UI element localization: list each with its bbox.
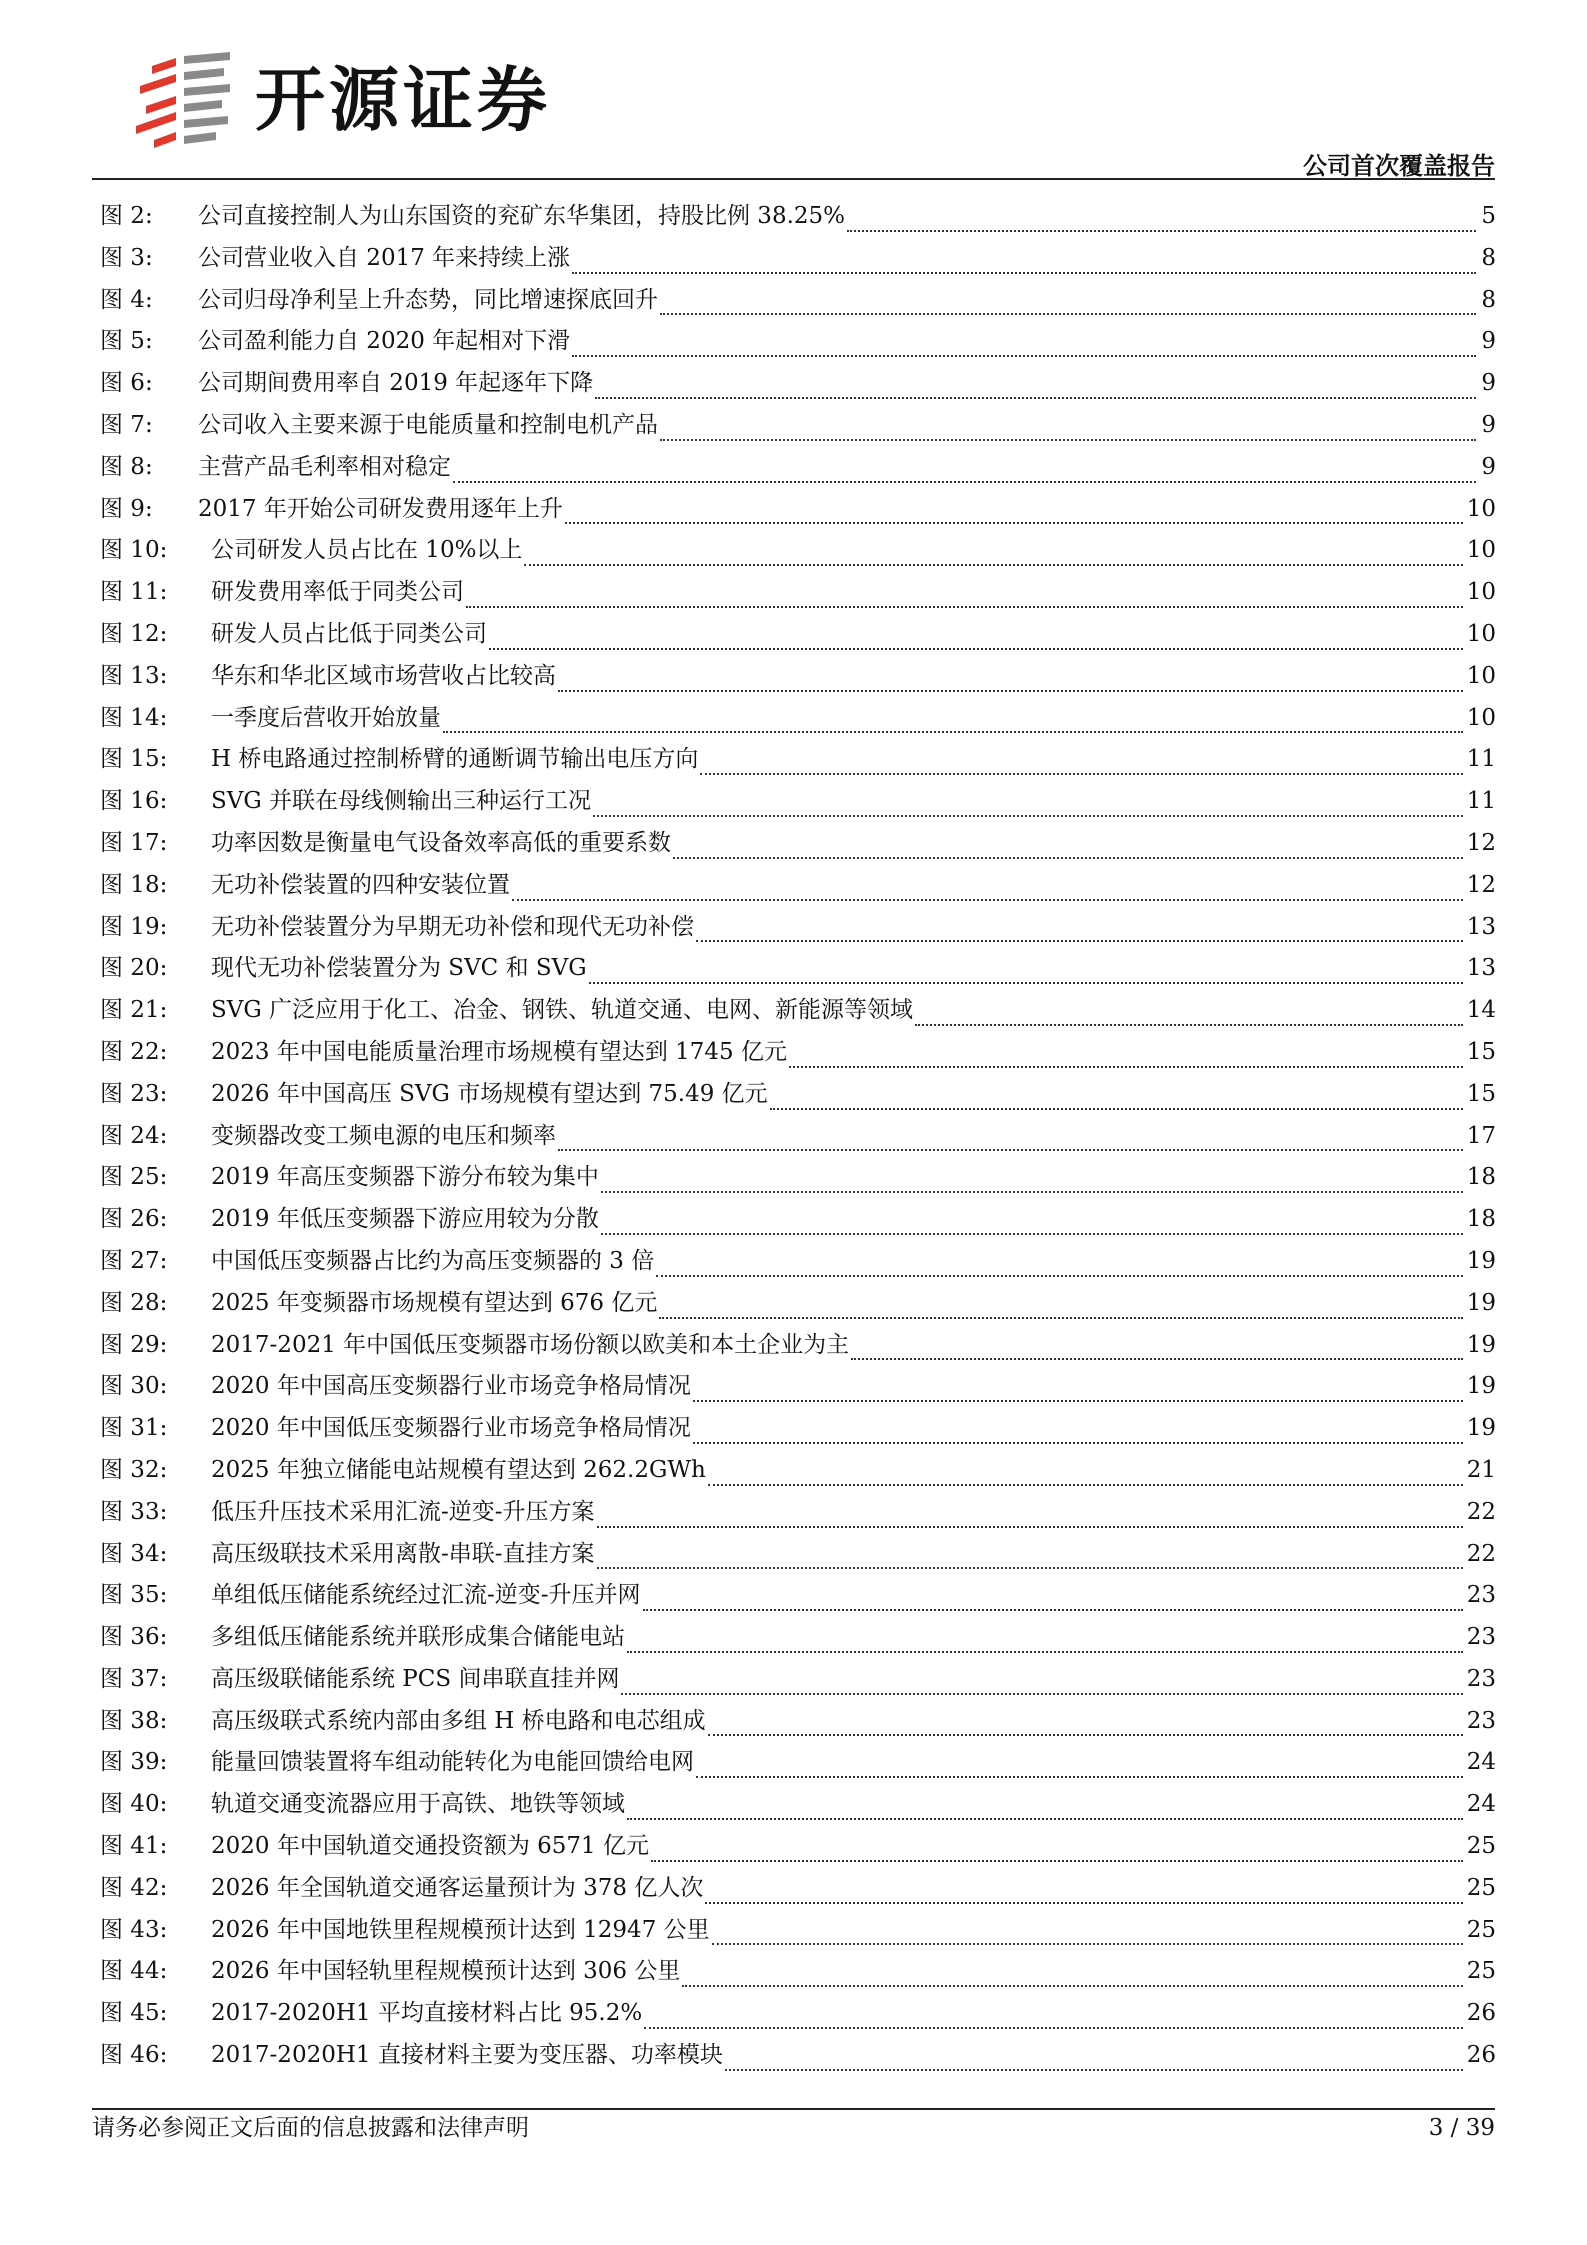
- toc-leader-dots: [627, 1818, 1463, 1820]
- toc-entry-title: 2017-2020H1 平均直接材料占比 95.2%: [211, 2000, 643, 2027]
- toc-entry-page: 21: [1466, 1456, 1496, 1483]
- toc-entry[interactable]: [100, 1993, 1496, 2035]
- toc-leader-dots: [593, 815, 1463, 817]
- toc-entry[interactable]: [100, 948, 1496, 990]
- toc-entry-title: 2023 年中国电能质量治理市场规模有望达到 1745 亿元: [211, 1038, 787, 1065]
- toc-entry-page: 9: [1481, 370, 1496, 397]
- toc-entry-page: 24: [1466, 1791, 1496, 1818]
- toc-entry-title: 变频器改变工频电源的电压和频率: [211, 1122, 556, 1149]
- toc-entry-title: 公司期间费用率自 2019 年起逐年下降: [198, 370, 594, 397]
- toc-entry-page: 9: [1481, 328, 1496, 355]
- toc-leader-dots: [558, 690, 1463, 692]
- toc-entry-title: H 桥电路通过控制桥臂的通断调节输出电压方向: [211, 746, 699, 773]
- toc-entry[interactable]: [100, 1826, 1496, 1868]
- toc-entry-label: 图 41:: [100, 1833, 168, 1860]
- toc-entry-label: 图 14:: [100, 704, 168, 731]
- toc-entry[interactable]: [100, 1617, 1496, 1659]
- toc-entry-title: 轨道交通变流器应用于高铁、地铁等领域: [211, 1791, 625, 1818]
- toc-entry[interactable]: [100, 739, 1496, 781]
- toc-entry[interactable]: [100, 823, 1496, 865]
- toc-entry[interactable]: [100, 1534, 1496, 1576]
- toc-entry-title: 高压级联式系统内部由多组 H 桥电路和电芯组成: [211, 1707, 706, 1734]
- toc-leader-dots: [572, 355, 1476, 357]
- toc-entry-label: 图 30:: [100, 1373, 168, 1400]
- toc-leader-dots: [597, 1567, 1463, 1569]
- toc-leader-dots: [659, 1317, 1462, 1319]
- toc-entry[interactable]: [100, 1910, 1496, 1952]
- toc-entry[interactable]: [100, 530, 1496, 572]
- toc-entry[interactable]: [100, 1492, 1496, 1534]
- toc-entry[interactable]: [100, 1659, 1496, 1701]
- toc-entry-label: 图 2:: [100, 203, 153, 229]
- toc-entry-label: 图 37:: [100, 1665, 168, 1692]
- toc-entry-page: 9: [1481, 453, 1496, 480]
- toc-entry-page: 11: [1466, 746, 1496, 773]
- toc-entry-label: 图 6:: [100, 370, 153, 397]
- toc-leader-dots: [656, 1275, 1462, 1277]
- brand-logo: [132, 52, 551, 148]
- toc-leader-dots: [915, 1024, 1463, 1026]
- toc-entry-page: 25: [1466, 1916, 1496, 1943]
- toc-leader-dots: [644, 2027, 1463, 2029]
- toc-entry-page: 19: [1466, 1331, 1496, 1358]
- toc-entry-page: 10: [1466, 662, 1496, 689]
- toc-leader-dots: [443, 731, 1463, 733]
- toc-entry-page: 23: [1466, 1707, 1496, 1734]
- toc-entry-title: 单组低压储能系统经过汇流-逆变-升压并网: [211, 1582, 641, 1609]
- toc-entry[interactable]: [100, 1366, 1496, 1408]
- toc-leader-dots: [572, 272, 1476, 274]
- toc-entry-page: 14: [1466, 997, 1496, 1024]
- toc-entry[interactable]: [100, 1074, 1496, 1116]
- toc-entry-title: 2026 年全国轨道交通客运量预计为 378 亿人次: [211, 1874, 704, 1901]
- toc-entry-label: 图 31:: [100, 1415, 168, 1442]
- kaiyuan-logo-icon: [132, 52, 237, 148]
- toc-entry-page: 26: [1466, 2042, 1496, 2069]
- toc-leader-dots: [725, 2069, 1463, 2071]
- toc-leader-dots: [595, 397, 1476, 399]
- toc-entry-title: 2017-2020H1 直接材料主要为变压器、功率模块: [211, 2042, 723, 2069]
- toc-entry-page: 22: [1466, 1540, 1496, 1567]
- toc-leader-dots: [693, 1400, 1463, 1402]
- toc-leader-dots: [558, 1149, 1463, 1151]
- toc-entry-label: 图 25:: [100, 1164, 168, 1191]
- toc-entry-title: 能量回馈装置将车组动能转化为电能回馈给电网: [211, 1749, 694, 1776]
- toc-entry-title: 华东和华北区域市场营收占比较高: [211, 662, 556, 689]
- toc-leader-dots: [660, 439, 1476, 441]
- toc-entry-page: 10: [1466, 704, 1496, 731]
- toc-leader-dots: [700, 773, 1462, 775]
- toc-entry[interactable]: [100, 656, 1496, 698]
- toc-entry-page: 17: [1466, 1122, 1496, 1149]
- toc-entry-title: 一季度后营收开始放量: [211, 704, 441, 731]
- toc-entry-title: 2020 年中国低压变频器行业市场竞争格局情况: [211, 1415, 691, 1442]
- toc-entry[interactable]: [100, 1450, 1496, 1492]
- toc-entry[interactable]: [100, 1408, 1496, 1450]
- footer-disclaimer: 请务必参阅正文后面的信息披露和法律声明: [92, 2115, 529, 2141]
- toc-leader-dots: [597, 1526, 1463, 1528]
- toc-entry-page: 23: [1466, 1582, 1496, 1609]
- toc-entry-label: 图 46:: [100, 2042, 168, 2069]
- toc-leader-dots: [621, 1693, 1462, 1695]
- toc-entry[interactable]: [100, 363, 1496, 405]
- toc-leader-dots: [770, 1108, 1463, 1110]
- toc-entry-title: 公司盈利能力自 2020 年起相对下滑: [198, 328, 571, 355]
- toc-entry[interactable]: [100, 321, 1496, 363]
- toc-entry[interactable]: [100, 238, 1496, 280]
- toc-entry-label: 图 26:: [100, 1206, 168, 1233]
- toc-entry[interactable]: [100, 1116, 1496, 1158]
- toc-entry-label: 图 11:: [100, 579, 168, 606]
- toc-entry-label: 图 16:: [100, 788, 168, 815]
- toc-entry-label: 图 34:: [100, 1540, 168, 1567]
- toc-entry[interactable]: [100, 489, 1496, 531]
- toc-entry-label: 图 24:: [100, 1122, 168, 1149]
- toc-entry-title: 2025 年独立储能电站规模有望达到 262.2GWh: [211, 1456, 706, 1483]
- toc-entry-page: 24: [1466, 1749, 1496, 1776]
- toc-leader-dots: [565, 522, 1463, 524]
- toc-leader-dots: [708, 1734, 1463, 1736]
- toc-entry-page: 18: [1466, 1164, 1496, 1191]
- toc-entry[interactable]: [100, 1283, 1496, 1325]
- toc-entry-title: 多组低压储能系统并联形成集合储能电站: [211, 1624, 625, 1651]
- toc-entry-title: 2019 年低压变频器下游应用较为分散: [211, 1206, 599, 1233]
- toc-leader-dots: [696, 940, 1463, 942]
- toc-entry-label: 图 21:: [100, 997, 168, 1024]
- toc-entry-title: 无功补偿装置分为早期无功补偿和现代无功补偿: [211, 913, 694, 940]
- toc-entry-title: 现代无功补偿装置分为 SVC 和 SVG: [211, 955, 587, 982]
- toc-entry-label: 图 36:: [100, 1624, 168, 1651]
- toc-entry-title: 高压级联储能系统 PCS 间串联直挂并网: [211, 1665, 620, 1692]
- toc-entry-title: 无功补偿装置的四种安装位置: [211, 871, 510, 898]
- toc-entry-page: 19: [1466, 1247, 1496, 1274]
- toc-entry[interactable]: [100, 1701, 1496, 1743]
- toc-entry-page: 15: [1466, 1080, 1496, 1107]
- toc-entry-page: 12: [1466, 871, 1496, 898]
- toc-leader-dots: [466, 606, 1463, 608]
- toc-entry[interactable]: [100, 1575, 1496, 1617]
- toc-entry-page: 5: [1481, 203, 1496, 229]
- toc-entry-page: 10: [1466, 537, 1496, 564]
- toc-leader-dots: [682, 1985, 1462, 1987]
- toc-entry-label: 图 43:: [100, 1916, 168, 1943]
- toc-entry-page: 19: [1466, 1415, 1496, 1442]
- toc-entry-page: 26: [1466, 2000, 1496, 2027]
- toc-entry-title: 功率因数是衡量电气设备效率高低的重要系数: [211, 829, 671, 856]
- toc-entry[interactable]: [100, 1868, 1496, 1910]
- toc-entry-label: 图 15:: [100, 746, 168, 773]
- toc-entry-page: 13: [1466, 913, 1496, 940]
- toc-entry-title: 2020 年中国轨道交通投资额为 6571 亿元: [211, 1833, 649, 1860]
- toc-entry-title: 中国低压变频器占比约为高压变频器的 3 倍: [211, 1247, 655, 1274]
- toc-entry-page: 25: [1466, 1958, 1496, 1985]
- toc-entry-title: 研发费用率低于同类公司: [211, 579, 464, 606]
- toc-entry[interactable]: [100, 572, 1496, 614]
- toc-entry-title: 研发人员占比低于同类公司: [211, 620, 487, 647]
- toc-leader-dots: [847, 230, 1476, 232]
- toc-leader-dots: [712, 1943, 1463, 1945]
- toc-entry-label: 图 44:: [100, 1958, 168, 1985]
- toc-entry-label: 图 8:: [100, 453, 153, 480]
- toc-leader-dots: [601, 1191, 1463, 1193]
- toc-entry-label: 图 4:: [100, 286, 153, 313]
- toc-leader-dots: [789, 1066, 1463, 1068]
- toc-entry-page: 25: [1466, 1833, 1496, 1860]
- toc-entry-title: SVG 并联在母线侧输出三种运行工况: [211, 788, 592, 815]
- toc-entry-title: 2017-2021 年中国低压变频器市场份额以欧美和本土企业为主: [211, 1331, 850, 1358]
- toc-entry[interactable]: [100, 280, 1496, 322]
- toc-entry-label: 图 27:: [100, 1247, 168, 1274]
- toc-entry-page: 11: [1466, 788, 1496, 815]
- toc-entry-page: 12: [1466, 829, 1496, 856]
- toc-entry[interactable]: [100, 865, 1496, 907]
- toc-entry-title: 2026 年中国地铁里程规模预计达到 12947 公里: [211, 1916, 710, 1943]
- toc-entry[interactable]: [100, 405, 1496, 447]
- toc-entry-label: 图 42:: [100, 1874, 168, 1901]
- toc-entry-label: 图 20:: [100, 955, 168, 982]
- toc-entry-title: 公司直接控制人为山东国资的兖矿东华集团，持股比例 38.25%: [198, 203, 846, 229]
- toc-entry-page: 8: [1481, 244, 1496, 271]
- toc-leader-dots: [489, 648, 1463, 650]
- toc-leader-dots: [708, 1484, 1463, 1486]
- toc-entry[interactable]: [100, 1325, 1496, 1367]
- toc-entry-title: 公司营业收入自 2017 年来持续上涨: [198, 244, 571, 271]
- toc-entry-title: 2020 年中国高压变频器行业市场竞争格局情况: [211, 1373, 691, 1400]
- page-number: 3 / 39: [1428, 2115, 1495, 2141]
- toc-leader-dots: [453, 481, 1476, 483]
- toc-entry-page: 19: [1466, 1289, 1496, 1316]
- toc-entry-title: 2017 年开始公司研发费用逐年上升: [198, 495, 563, 522]
- toc-entry[interactable]: [100, 614, 1496, 656]
- toc-leader-dots: [673, 857, 1463, 859]
- toc-entry-page: 18: [1466, 1206, 1496, 1233]
- toc-leader-dots: [651, 1860, 1463, 1862]
- toc-entry-label: 图 18:: [100, 871, 168, 898]
- toc-entry-title: 2026 年中国高压 SVG 市场规模有望达到 75.49 亿元: [211, 1080, 768, 1107]
- toc-entry-label: 图 3:: [100, 244, 153, 271]
- toc-entry-label: 图 19:: [100, 913, 168, 940]
- toc-entry-title: 公司研发人员占比在 10%以上: [211, 537, 523, 564]
- toc-entry-title: 主营产品毛利率相对稳定: [198, 453, 451, 480]
- toc-entry-page: 10: [1466, 495, 1496, 522]
- toc-entry-page: 19: [1466, 1373, 1496, 1400]
- toc-entry-label: 图 10:: [100, 537, 168, 564]
- toc-leader-dots: [660, 313, 1476, 315]
- toc-entry[interactable]: [100, 1032, 1496, 1074]
- toc-entry-title: 2025 年变频器市场规模有望达到 676 亿元: [211, 1289, 658, 1316]
- toc-entry-title: 高压级联技术采用离散-串联-直挂方案: [211, 1540, 595, 1567]
- toc-entry-page: 13: [1466, 955, 1496, 982]
- toc-entry-label: 图 32:: [100, 1456, 168, 1483]
- toc-entry[interactable]: [100, 990, 1496, 1032]
- toc-entry-label: 图 40:: [100, 1791, 168, 1818]
- toc-entry-label: 图 38:: [100, 1707, 168, 1734]
- toc-entry[interactable]: [100, 1951, 1496, 1993]
- toc-entry[interactable]: [100, 698, 1496, 740]
- report-type-label: 公司首次覆盖报告: [1303, 152, 1495, 180]
- toc-leader-dots: [643, 1609, 1463, 1611]
- footer-divider: [92, 2108, 1495, 2110]
- figure-list: [100, 196, 1496, 2077]
- toc-entry[interactable]: [100, 1742, 1496, 1784]
- toc-entry[interactable]: [100, 1784, 1496, 1826]
- toc-entry-label: 图 13:: [100, 662, 168, 689]
- toc-entry-label: 图 33:: [100, 1498, 168, 1525]
- toc-entry[interactable]: [100, 1199, 1496, 1241]
- toc-entry-label: 图 29:: [100, 1331, 168, 1358]
- toc-entry-page: 10: [1466, 620, 1496, 647]
- toc-entry[interactable]: [100, 196, 1496, 238]
- toc-entry-page: 25: [1466, 1874, 1496, 1901]
- toc-leader-dots: [851, 1358, 1463, 1360]
- toc-entry-page: 23: [1466, 1624, 1496, 1651]
- toc-leader-dots: [693, 1442, 1463, 1444]
- toc-entry-label: 图 35:: [100, 1582, 168, 1609]
- toc-entry-label: 图 17:: [100, 829, 168, 856]
- toc-entry-page: 10: [1466, 579, 1496, 606]
- toc-entry-title: 低压升压技术采用汇流-逆变-升压方案: [211, 1498, 595, 1525]
- toc-entry-page: 9: [1481, 411, 1496, 438]
- toc-entry-label: 图 7:: [100, 411, 153, 438]
- brand-name: 开源证券: [255, 59, 551, 141]
- toc-leader-dots: [601, 1233, 1463, 1235]
- toc-entry-label: 图 23:: [100, 1080, 168, 1107]
- toc-entry[interactable]: [100, 781, 1496, 823]
- toc-leader-dots: [705, 1902, 1462, 1904]
- toc-entry-title: 公司收入主要来源于电能质量和控制电机产品: [198, 411, 658, 438]
- toc-entry-title: 公司归母净利呈上升态势，同比增速探底回升: [198, 286, 658, 313]
- toc-leader-dots: [589, 982, 1463, 984]
- toc-entry-label: 图 28:: [100, 1289, 168, 1316]
- toc-entry-label: 图 12:: [100, 620, 168, 647]
- toc-entry-label: 图 22:: [100, 1038, 168, 1065]
- toc-leader-dots: [696, 1776, 1463, 1778]
- toc-entry-title: SVG 广泛应用于化工、冶金、钢铁、轨道交通、电网、新能源等领域: [211, 997, 914, 1024]
- toc-entry-page: 23: [1466, 1665, 1496, 1692]
- toc-entry-title: 2026 年中国轻轨里程规模预计达到 306 公里: [211, 1958, 681, 1985]
- toc-leader-dots: [627, 1651, 1463, 1653]
- toc-entry-label: 图 45:: [100, 2000, 168, 2027]
- toc-entry-page: 22: [1466, 1498, 1496, 1525]
- toc-entry[interactable]: [100, 447, 1496, 489]
- toc-entry[interactable]: [100, 2035, 1496, 2077]
- toc-entry[interactable]: [100, 907, 1496, 949]
- toc-leader-dots: [524, 564, 1462, 566]
- toc-entry-page: 8: [1481, 286, 1496, 313]
- toc-entry-label: 图 5:: [100, 328, 153, 355]
- toc-entry-label: 图 39:: [100, 1749, 168, 1776]
- header-divider: [92, 178, 1495, 180]
- toc-entry[interactable]: [100, 1157, 1496, 1199]
- toc-entry-title: 2019 年高压变频器下游分布较为集中: [211, 1164, 599, 1191]
- toc-leader-dots: [512, 899, 1463, 901]
- toc-entry-page: 15: [1466, 1038, 1496, 1065]
- toc-entry-label: 图 9:: [100, 495, 153, 522]
- toc-entry[interactable]: [100, 1241, 1496, 1283]
